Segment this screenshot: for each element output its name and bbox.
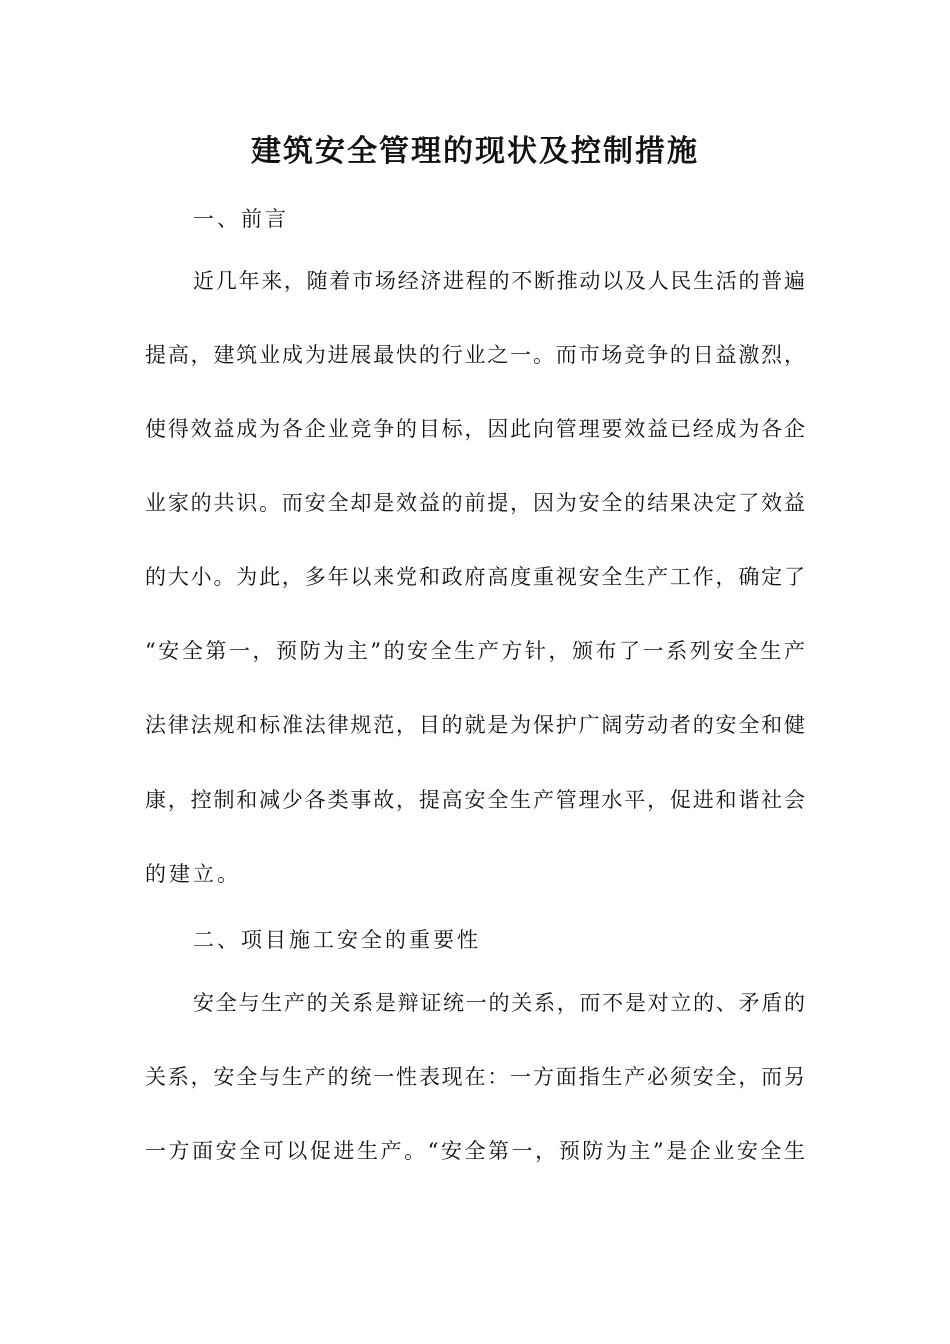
- paragraph-line: 法律法规和标准法律规范，目的就是为保护广阔劳动者的安全和健: [145, 713, 805, 737]
- paragraph-line: 康，控制和减少各类事故，提高安全生产管理水平，促进和谐社会: [145, 788, 805, 812]
- paragraph-line: “安全第一，预防为主”的安全生产方针，颁布了一系列安全生产: [145, 639, 805, 663]
- section-heading-importance: 二、项目施工安全的重要性: [193, 928, 481, 952]
- section-heading-preface: 一、前言: [193, 207, 289, 231]
- paragraph-line: 的大小。为此，多年以来党和政府高度重视安全生产工作，确定了: [145, 565, 805, 589]
- paragraph-line: 一方面安全可以促进生产。“安全第一，预防为主”是企业安全生: [145, 1139, 805, 1163]
- paragraph-line: 近几年来，随着市场经济进程的不断推动以及人民生活的普遍: [193, 269, 805, 293]
- paragraph-line: 提高，建筑业成为进展最快的行业之一。而市场竞争的日益激烈，: [145, 343, 805, 367]
- document-title: 建筑安全管理的现状及控制措施: [251, 134, 699, 169]
- paragraph-line: 安全与生产的关系是辩证统一的关系，而不是对立的、矛盾的: [193, 991, 805, 1015]
- paragraph-line: 的建立。: [145, 862, 241, 886]
- paragraph-line: 使得效益成为各企业竞争的目标，因此向管理要效益已经成为各企: [145, 417, 805, 441]
- paragraph-line: 关系，安全与生产的统一性表现在：一方面指生产必须安全，而另: [145, 1065, 805, 1089]
- paragraph-line: 业家的共识。而安全却是效益的前提，因为安全的结果决定了效益: [145, 491, 805, 515]
